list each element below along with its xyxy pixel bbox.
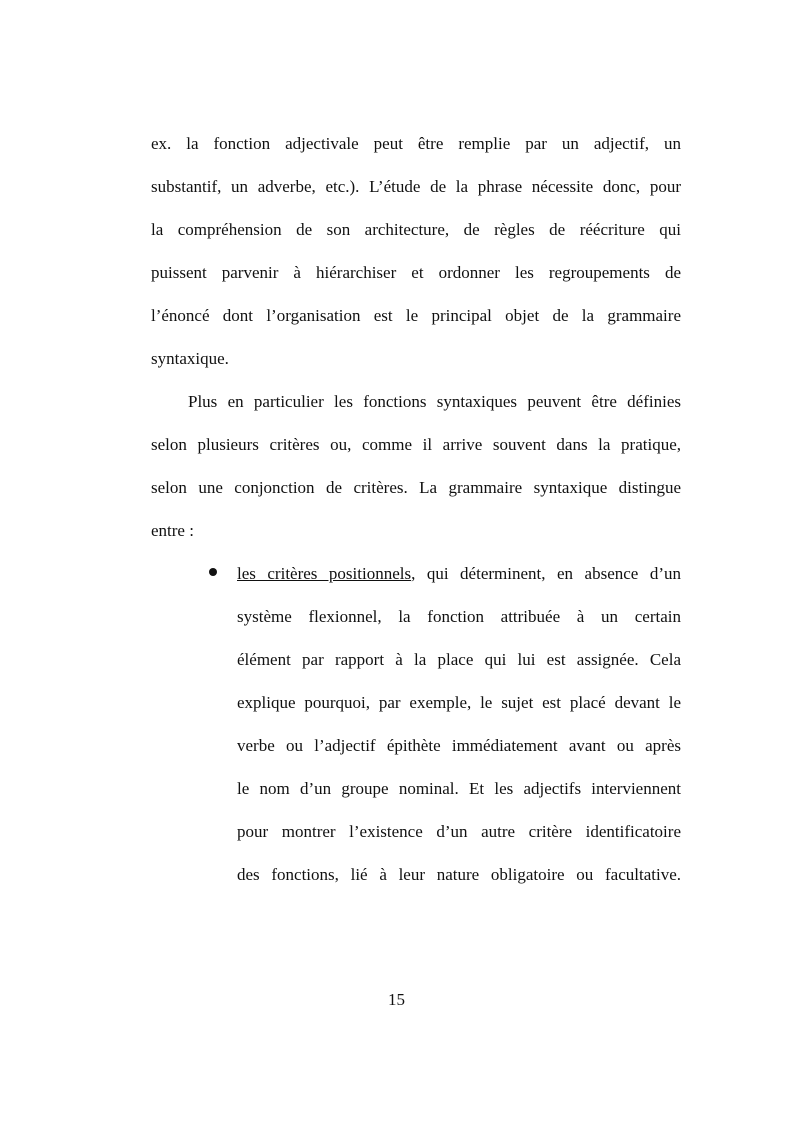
paragraph-1-line-1: ex. la fonction adjectivale peut être remplie par un adjectif, un bbox=[151, 134, 681, 153]
bullet-item-line-2: système flexionnel, la fonction attribuée à un certain bbox=[237, 607, 681, 626]
bullet-icon bbox=[209, 568, 217, 576]
bullet-item-line-3: élément par rapport à la place qui lui est assignée. Cela bbox=[237, 650, 681, 669]
paragraph-2-line-2: selon plusieurs critères ou, comme il arrive souvent dans la pratique, bbox=[151, 435, 681, 454]
bullet-item-line-7: pour montrer l’existence d’un autre critère identificatoire bbox=[237, 822, 681, 841]
paragraph-2-line-4: entre : bbox=[151, 521, 194, 540]
bullet-item-first-line-rest: , qui déterminent, en absence d’un bbox=[411, 564, 681, 583]
bullet-item-line-8: des fonctions, lié à leur nature obligatoire ou facultative. bbox=[237, 865, 681, 884]
bullet-item-line-6: le nom d’un groupe nominal. Et les adjectifs interviennent bbox=[237, 779, 681, 798]
paragraph-1-line-6: syntaxique. bbox=[151, 349, 229, 368]
paragraph-1-line-5: l’énoncé dont l’organisation est le principal objet de la grammaire bbox=[151, 306, 681, 325]
bullet-item-line-4: explique pourquoi, par exemple, le sujet est placé devant le bbox=[237, 693, 681, 712]
bullet-item-line-1 bbox=[237, 564, 681, 584]
paragraph-2-line-3: selon une conjonction de critères. La grammaire syntaxique distingue bbox=[151, 478, 681, 497]
paragraph-1-line-3: la compréhension de son architecture, de règles de réécriture qui bbox=[151, 220, 681, 239]
page-number: 15 bbox=[388, 990, 405, 1009]
paragraph-2-line-1: Plus en particulier les fonctions syntaxiques peuvent être définies bbox=[188, 392, 681, 411]
bullet-item-line-5: verbe ou l’adjectif épithète immédiatement avant ou après bbox=[237, 736, 681, 755]
paragraph-1-line-4: puissent parvenir à hiérarchiser et ordonner les regroupements de bbox=[151, 263, 681, 282]
paragraph-1-line-2: substantif, un adverbe, etc.). L’étude de la phrase nécessite donc, pour bbox=[151, 177, 681, 196]
bullet-item-term: les critères positionnels bbox=[237, 564, 412, 583]
